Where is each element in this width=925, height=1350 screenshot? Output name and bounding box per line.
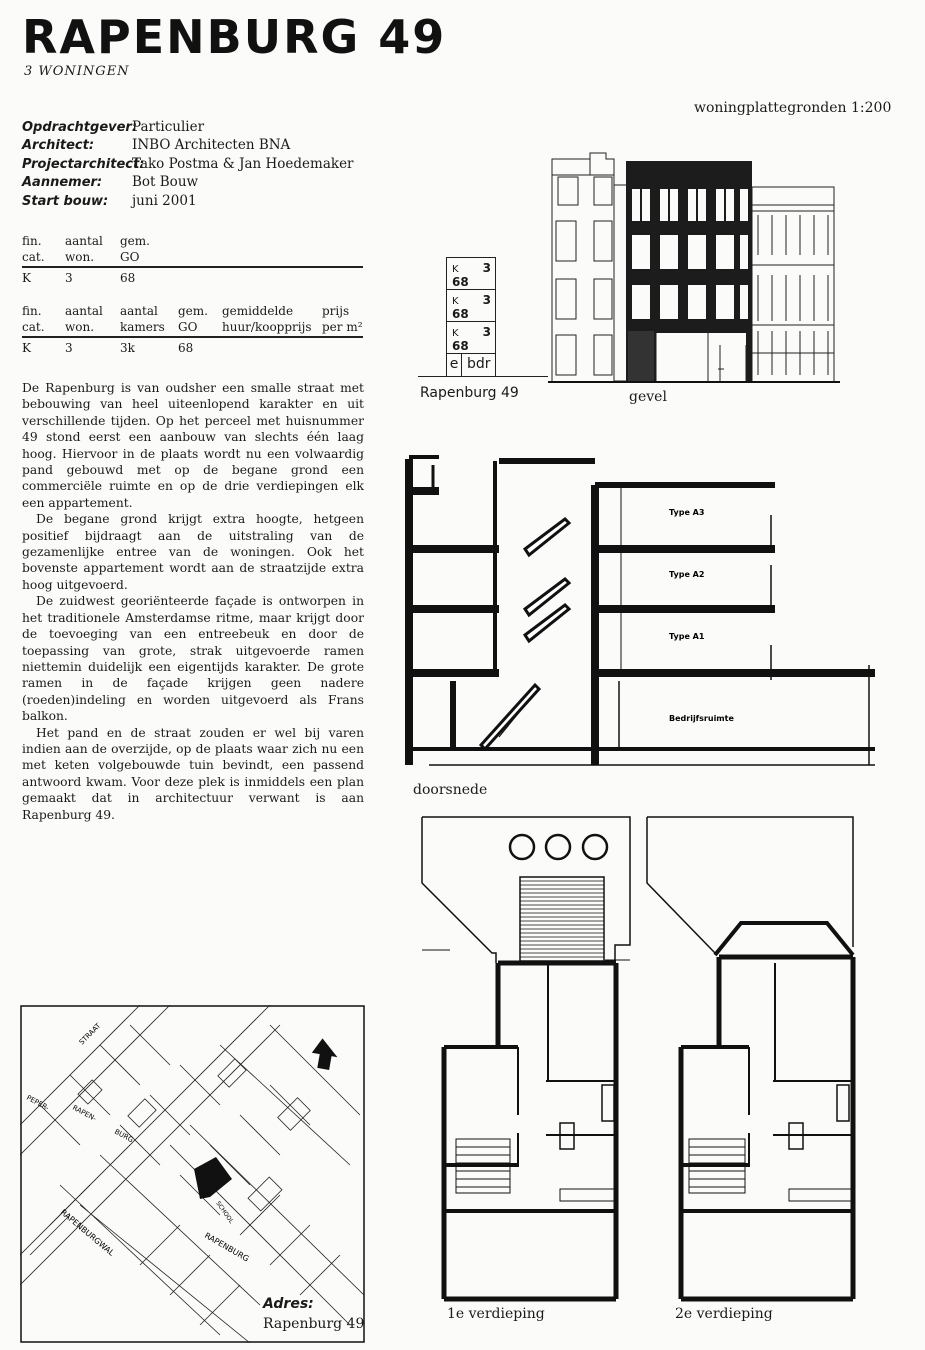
header-cell: prijs per m² [322, 304, 363, 334]
table-cell: 3 [65, 341, 73, 355]
commercial-space-label: Bedrijfsruimte [669, 714, 734, 723]
credit-row [22, 136, 290, 156]
paragraph: De begane grond krijgt extra hoogte, hetgeen positief bijdraagt aan de uitstraling van de gezamenlijke entree van de woningen. Ook het bovenste appartement wordt aan de straatzijde extra hoog uitgevoerd. [22, 512, 364, 592]
header-cell: gem. GO [120, 234, 150, 264]
floor-plan-1 [420, 815, 635, 1310]
street-label: STRAAT [77, 1021, 103, 1047]
section-caption: doorsnede [413, 782, 488, 798]
unit-table-caption: Rapenburg 49 [420, 385, 519, 401]
paragraph: De zuidwest georiënteerde façade is ontworpen in het traditionele Amsterdamse ritme, maar krijgt door de toevoeging van een entreebeuk en door de toepassing van grote, strak uitgevoerde ramen niettemin duidelijk een eigentijds karakter. De grote ramen in de façade krijgen geen nadere (roeden)indeling en worden uitgevoerd als Frans balkon. [22, 594, 364, 724]
street-label: BURG [113, 1127, 135, 1145]
credit-row [22, 155, 354, 175]
scale-note: woningplattegronden 1:200 [694, 100, 892, 116]
section-drawing [385, 445, 880, 775]
table-cell: 68 [120, 271, 136, 285]
floor1-caption: 1e verdieping [447, 1306, 545, 1322]
credit-value: Particulier [132, 119, 205, 135]
credit-value: INBO Architecten BNA [132, 137, 291, 153]
unit-cell-bottom: e bdr [447, 354, 495, 376]
street-label: RAPENBURGWAL [58, 1207, 116, 1258]
address-value: Rapenburg 49 [263, 1316, 365, 1332]
body-text [22, 380, 364, 823]
credit-key: Start bouw: [22, 194, 109, 209]
street-label: PEPER- [25, 1093, 51, 1113]
facade-caption: gevel [629, 389, 667, 405]
header-cell: aantal kamers [120, 304, 165, 334]
credit-key: Opdrachtgever: [22, 120, 138, 135]
table-cell: K [22, 271, 31, 285]
credit-value: Tako Postma & Jan Hoedemaker [132, 156, 354, 172]
credit-row [22, 173, 198, 193]
header-cell: gem. GO [178, 304, 208, 334]
paragraph: De Rapenburg is van oudsher een smalle straat met bebouwing van heel uiteenlopend karakter en uit verschillende tijden. Op het perceel met huisnummer 49 stond eerst een aanbouw van slechts één laag hoog. Hiervoor in de plaats wordt nu een volwaardig pand gebouwd met op de begane grond een commerciële ruimte en op de drie verdiepingen elk een appartement. [22, 381, 364, 510]
table-cell: 3k [120, 341, 135, 355]
header-cell: fin. cat. [22, 304, 45, 334]
page-title: RAPENBURG 49 [22, 10, 447, 64]
unit-cell: K 3 68 [447, 258, 495, 290]
address-label: Adres: [263, 1296, 314, 1312]
header-cell: aantal won. [65, 304, 103, 334]
street-label: SCHOOL [214, 1200, 235, 1225]
type-a1-label: Type A1 [669, 632, 705, 641]
table-cell: 68 [178, 341, 194, 355]
street-label: RAPENBURG [203, 1230, 251, 1264]
type-a2-label: Type A2 [669, 570, 705, 579]
paragraph: Het pand en de straat zouden er wel bij varen indien aan de overzijde, op de plaats waar zich nu een met keten volgebouwde tuin bevindt, een passend antwoord kwam. Voor deze plek is inmiddels een plan gemaakt dat in architectuur verwant is aan Rapenburg 49. [22, 725, 364, 822]
unit-distribution-table [446, 257, 496, 377]
header-cell: gemiddelde huur/koopprijs [222, 304, 312, 334]
site-map [20, 1005, 365, 1343]
unit-cell: K 3 68 [447, 290, 495, 322]
header-cell: aantal won. [65, 234, 103, 264]
floor2-caption: 2e verdieping [675, 1306, 773, 1322]
credit-key: Aannemer: [22, 175, 103, 190]
unit-cell: K 3 68 [447, 322, 495, 354]
table-cell: K [22, 341, 31, 355]
type-a3-label: Type A3 [669, 508, 705, 517]
facade-elevation [548, 145, 840, 385]
floor-plan-2 [645, 815, 860, 1310]
caption-rule [418, 376, 548, 377]
credit-key: Architect: [22, 138, 95, 153]
street-label: RAPEN- [71, 1103, 98, 1123]
header-cell: fin. cat. [22, 234, 45, 264]
credit-row [22, 192, 197, 212]
page-subtitle: 3 WONINGEN [24, 64, 130, 79]
table-cell: 3 [65, 271, 73, 285]
credit-row [22, 118, 204, 138]
credit-value: Bot Bouw [132, 174, 199, 190]
table-rule [22, 336, 363, 338]
credit-key: Projectarchitect: [22, 157, 145, 172]
table-rule [22, 266, 363, 268]
credit-value: juni 2001 [132, 193, 197, 209]
